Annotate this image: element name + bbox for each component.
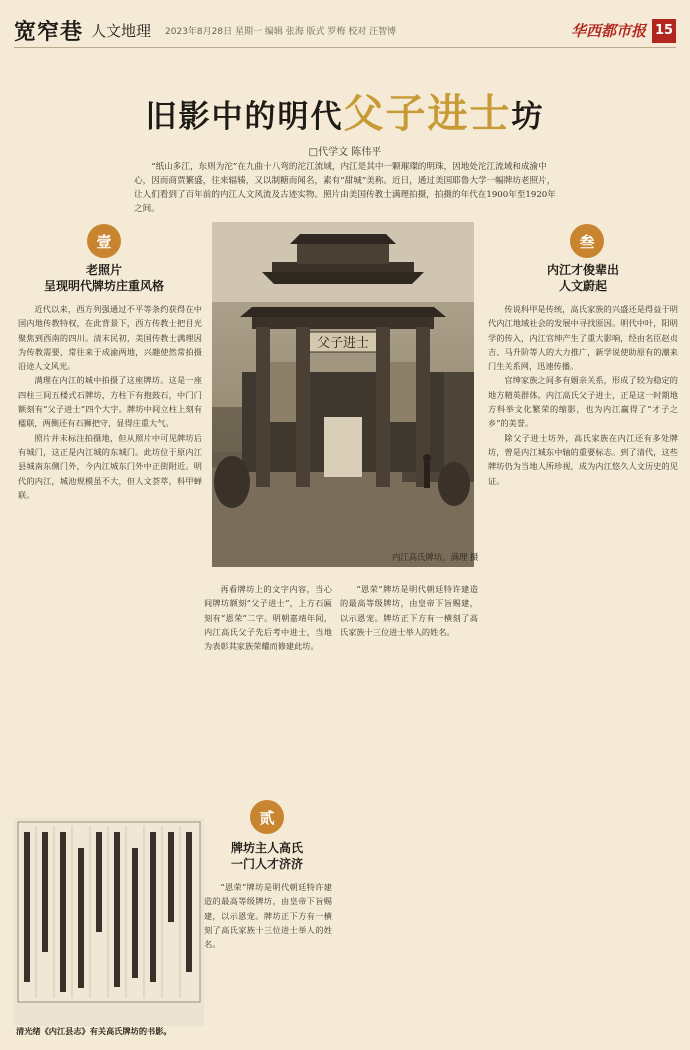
title-post: 坊 xyxy=(511,99,545,135)
lead-paragraph: “纸山多江，东则为沱”在九曲十八弯的沱江流域，内江是其中一颗璀璨的明珠，因地处沱江流域和成渝中心，因而商贾繁盛，往来辐辏，又以制糖而闻名，素有“甜城”美称。近日，通过美国耶鲁大学一幅牌坊老照片，让人们看到了百年前的内江人文风流及古迹实物。照片由美国传教士满理拍摄，拍摄的年代在1900年至1920年之间。 xyxy=(134,162,556,214)
section-1-paragraph: 满理在内江的城中拍摄了这座牌坊。这是一座四柱三间五楼式石牌坊，方柱下有抱鼓石，中门门额刻有“父子进士”四个大字。牌坊中间立柱上刻有楹联，两侧还有石狮把守，显得庄重大气。 xyxy=(18,375,202,429)
section-heading-3-line2: 人文蔚起 xyxy=(558,279,607,293)
section-2-body-upper xyxy=(204,582,332,792)
gazetteer-page-illustration xyxy=(14,818,204,1026)
title-highlight: 父子进士 xyxy=(343,90,512,137)
memorial-arch-illustration xyxy=(212,222,474,567)
section-3-body xyxy=(488,302,678,1028)
article-title-block xyxy=(0,82,690,158)
byline: □代学文 陈伟平 xyxy=(308,147,382,158)
book-photo-caption: 清光绪《内江县志》有关高氏牌坊的书影。 xyxy=(16,1026,172,1036)
section-heading-2 xyxy=(196,840,338,872)
section-3-paragraph: 传说科甲是传统，高氏家族的兴盛还是得益于明代内江地域社会的发展中寻找原因。明代中叶，阳明学的传入，内江官绅产生了重大影响，经由名臣赵贞吉、马升阶等人的大力推广，新学说使助原有的潮来门生关系网，迅速传播。 xyxy=(488,304,678,372)
section-3-paragraph: 除父子进士坊外，高氏家族在内江还有多处牌坊，曾是内江城东中轴的重要标志。到了清代，这些牌坊仍为当地人所珍视，成为内江悠久人文历史的见证。 xyxy=(488,432,678,486)
section-heading-1-line2: 呈现明代牌坊庄重风格 xyxy=(43,279,164,293)
section-heading-1 xyxy=(14,262,194,294)
article-title xyxy=(0,82,690,139)
page-number: 15 xyxy=(652,19,676,43)
section-2-body xyxy=(204,880,332,1030)
section-numeral-1: 壹 xyxy=(87,224,121,258)
county-gazetteer-photo xyxy=(14,818,204,1026)
gate-photo xyxy=(212,222,474,567)
section-heading-1-line1: 老照片 xyxy=(85,263,122,277)
section-heading-2-line1: 牌坊主人高氏 xyxy=(230,841,303,855)
section-heading-3-line1: 内江才俊辈出 xyxy=(546,263,619,277)
section-2-body-continued xyxy=(340,582,478,1030)
newspaper-logo: 华西都市报 xyxy=(570,22,646,40)
section-2-paragraph: 再看牌坊上的文字内容，当心间牌坊额刻“父子进士”，上方石匾刻有“恩荣”二字。明朝嘉靖年间，内江高氏父子先后考中进士，当地为表彰其家族荣耀而修建此坊。 xyxy=(204,584,332,652)
section-numeral-2: 贰 xyxy=(250,800,284,834)
section-heading-2-line2: 一门人才济济 xyxy=(230,857,303,871)
section-numeral-3: 叁 xyxy=(570,224,604,258)
section-1-paragraph: 照片并未标注拍摄地，但从照片中可见牌坊后有城门，这正是内江城的东城门。此坊位于原内江县城南东侧门外，今内江城东门外中正街附近。明代的内江，城池规模虽不大，但人文荟萃，科甲蝉联。 xyxy=(18,432,202,500)
page-header xyxy=(14,14,676,48)
title-pre: 旧影中的明代 xyxy=(145,99,344,135)
issue-info: 2023年8月28日 星期一 编辑 张海 版式 罗梅 校对 汪智博 xyxy=(165,27,397,37)
photo-caption: 内江高氏牌坊。满理 摄 xyxy=(392,552,479,562)
section-3-paragraph: 官绅家族之间多有姻亲关系，形成了较为稳定的地方精英群体。内江高氏父子进士，正是这一时期地方科举文化繁荣的缩影，也为内江赢得了“才子之乡”的美誉。 xyxy=(488,375,678,429)
section-1-body xyxy=(18,302,202,810)
section-name: 宽窄巷 xyxy=(14,19,84,45)
arch-inscription: 父子进士 xyxy=(316,336,370,351)
section-1-paragraph: 近代以来，西方列强通过不平等条约获得在中国内地传教特权，在此背景下，西方传教士把目光聚焦到西南的四川。清末民初，美国传教士满理因为传教需要，常往来于成渝两地，兴趣使然常拍摄沿途人文风光。 xyxy=(18,304,202,372)
section-2-paragraph: “恩荣”牌坊是明代朝廷特许建造的最高等级牌坊，由皇帝下旨赐建，以示恩宠。牌坊正下方有一横刻了高氏家族十三位进士举人的姓名。 xyxy=(204,882,332,950)
subsection-name: 人文地理 xyxy=(91,22,152,40)
section-heading-3 xyxy=(488,262,678,294)
section-2-paragraph: “恩荣”牌坊是明代朝廷特许建造的最高等级牌坊，由皇帝下旨赐建，以示恩宠。牌坊正下方有一横刻了高氏家族十三位进士举人的姓名。 xyxy=(340,584,478,637)
